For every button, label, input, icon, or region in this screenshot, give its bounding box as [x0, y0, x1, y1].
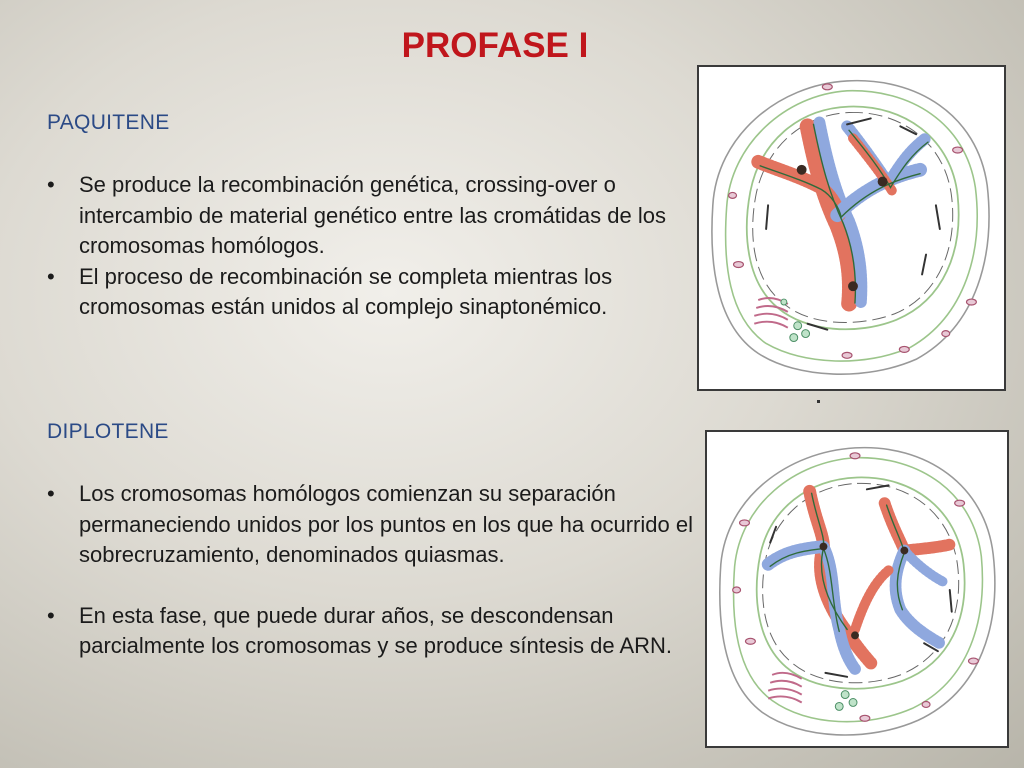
bullet-text: Los cromosomas homólogos comienzan su separación permaneciendo unidos por los puntos en los que ha ocurrido el sobrecruzamiento, denominados quiasmas.	[79, 481, 693, 567]
bullet-marker: •	[47, 481, 55, 506]
bullet-item	[47, 479, 709, 571]
bullet-text: Se produce la recombinación genética, crossing-over o intercambio de material genético entre las cromátidas de los cromosomas homólogos.	[79, 172, 666, 258]
diplotene-cell-illustration	[707, 432, 1007, 746]
bullet-list-paquitene	[47, 170, 697, 323]
slide-title: PROFASE I	[401, 26, 589, 65]
bullet-item	[47, 601, 679, 662]
bullet-list-diplotene	[47, 479, 697, 662]
bullet-marker: •	[47, 602, 55, 628]
section-heading-paquitene: PAQUITENE	[47, 111, 170, 134]
speck-mark	[817, 400, 820, 403]
pachytene-cell-illustration	[699, 67, 1004, 389]
bullet-text: El proceso de recombinación se completa mientras los cromosomas están unidos al complejo sinaptonémico.	[79, 263, 613, 319]
section-heading-diplotene: DIPLOTENE	[47, 420, 169, 443]
bullet-item	[47, 262, 659, 323]
pachytene-cell-diagram	[697, 65, 1006, 391]
bullet-text: En esta fase, que puede durar años, se descondensan parcialmente los cromosomas y se produce síntesis de ARN.	[79, 602, 673, 658]
bullet-item	[47, 170, 693, 262]
bullet-marker: •	[47, 172, 55, 197]
diplotene-cell-diagram	[705, 430, 1009, 748]
bullet-marker: •	[47, 263, 55, 289]
